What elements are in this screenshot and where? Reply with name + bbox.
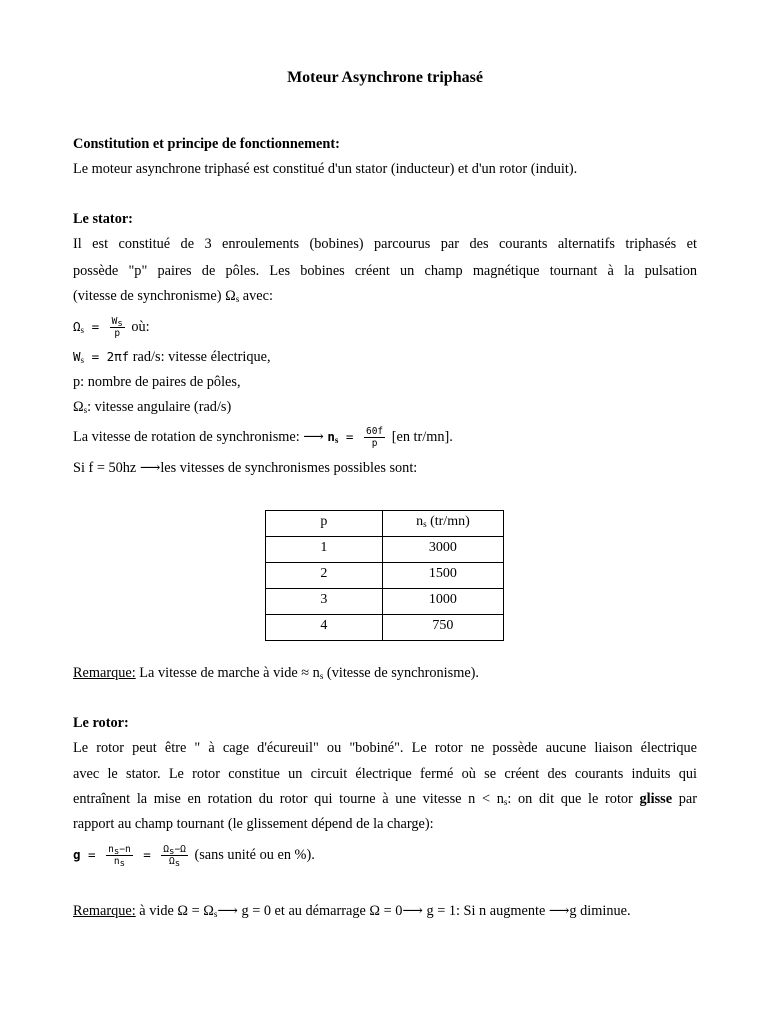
rotor-line-4: rapport au champ tournant (le glissement dépend de la charge): — [73, 816, 434, 832]
table-cell-ns: 1500 — [382, 563, 503, 589]
remark-1-end: (vitesse de synchronisme). — [323, 665, 479, 681]
table-header-row — [266, 511, 504, 537]
constitution-text: Le moteur asynchrone triphasé est constitué d'un stator (inducteur) et d'un rotor (induit). — [73, 161, 578, 177]
rotor-heading: Le rotor: — [73, 715, 129, 731]
def1-text: rad/s: vitesse électrique, — [129, 349, 271, 365]
formula-omega-s — [73, 314, 150, 340]
stator-line-3-sub: s — [235, 294, 240, 304]
g-num1: n — [108, 844, 114, 856]
stator-line-3-text: (vitesse de synchronisme) Ω — [73, 288, 236, 304]
table-row — [266, 589, 504, 615]
table-cell-p: 4 — [266, 615, 383, 641]
speed-end: [en tr/mn]. — [388, 429, 453, 445]
rotor-line-1: Le rotor peut être " à cage d'écureuil" ou "bobiné". Le rotor ne possède aucune liaison électrique — [73, 740, 697, 756]
g-den2-sub: s — [174, 859, 181, 870]
formula1-num — [110, 316, 125, 328]
remark-1-sub: s — [319, 671, 324, 681]
def3-sub: s — [83, 405, 88, 415]
formula1-eq: = — [84, 319, 107, 334]
speed-sym: n — [327, 429, 335, 444]
g-den1: n — [113, 856, 120, 868]
header-ns-sub: s — [423, 519, 427, 529]
slip-den-1 — [106, 856, 133, 870]
sync-speed-table — [265, 510, 504, 641]
rotor-line-3-sub: s — [503, 797, 508, 807]
document-title: Moteur Asynchrone triphasé — [287, 69, 483, 86]
formula1-num-sub: s — [117, 319, 123, 330]
rotor-line-3-a: entraînent la mise en rotation du rotor qui tourne à une vitesse n < n — [73, 791, 504, 807]
g-sym: g — [73, 847, 81, 862]
g-eq: = — [80, 847, 104, 862]
table-row — [266, 615, 504, 641]
remark-2 — [73, 902, 631, 920]
stator-heading: Le stator: — [73, 211, 133, 227]
g-num1-sub: s — [113, 847, 120, 858]
frequency-text: Si f = 50hz ⟶les vitesses de synchronismes possibles sont: — [73, 460, 418, 476]
def3-sym: Ω — [73, 399, 84, 415]
speed-eq: = — [338, 429, 361, 444]
formula1-lhs: Ω — [73, 319, 81, 334]
def3-text: : vitesse angulaire (rad/s) — [87, 399, 232, 415]
rotor-line-2: avec le stator. Le rotor constitue un circuit électrique fermé où se créent des courants induits qui — [73, 766, 697, 782]
formula1-num-sym: W — [111, 316, 118, 328]
def-pole-pairs: p: nombre de paires de pôles, — [73, 374, 241, 390]
g-num1-rest: −n — [119, 844, 131, 856]
g-num2-sub: s — [169, 847, 175, 858]
speed-den: p — [371, 438, 378, 450]
formula1-end: où: — [127, 319, 150, 335]
remark-2-text-b: ⟶ g = 0 et au démarrage Ω = 0⟶ g = 1: Si n augmente ⟶g diminue. — [217, 903, 631, 919]
table-cell-p: 2 — [266, 563, 383, 589]
remark-1-text: La vitesse de marche à vide ≈ n — [135, 665, 320, 681]
def1-sub: s — [80, 355, 85, 365]
def-angular-speed — [73, 398, 231, 416]
stator-line-3 — [73, 287, 273, 305]
def1-sym: W — [73, 349, 81, 364]
g-den1-sub: s — [119, 859, 125, 870]
slip-den-2 — [161, 856, 188, 870]
rotor-line-3 — [73, 790, 697, 808]
g-eq2: = — [135, 847, 159, 862]
remark-2-sub: s — [213, 909, 218, 919]
table-cell-ns: 750 — [382, 615, 503, 641]
header-ns-unit: (tr/mn) — [426, 514, 470, 529]
remark-1 — [73, 664, 479, 682]
speed-num: 60f — [365, 426, 384, 438]
g-num2-rest: −Ω — [174, 844, 186, 856]
sync-speed-formula — [73, 424, 453, 450]
section-heading-constitution: Constitution et principe de fonctionnement: — [73, 136, 340, 152]
remark-1-label: Remarque: — [73, 665, 136, 681]
g-den2: Ω — [169, 856, 175, 868]
remark-2-text-a: à vide Ω = Ω — [135, 903, 214, 919]
rotor-line-3-c: par — [672, 791, 697, 807]
slip-fraction-2 — [161, 844, 188, 870]
speed-fraction — [364, 426, 385, 449]
table-row — [266, 563, 504, 589]
table-cell-p: 3 — [266, 589, 383, 615]
rotor-line-3-b: : on dit que le rotor — [507, 791, 640, 807]
table-cell-ns: 1000 — [382, 589, 503, 615]
table-cell-ns: 3000 — [382, 537, 503, 563]
header-ns-sym: n — [416, 514, 424, 529]
formula1-lhs-sub: s — [80, 325, 85, 335]
table-cell-p: 1 — [266, 537, 383, 563]
def-electrical-speed — [73, 348, 271, 366]
g-end: (sans unité ou en %). — [190, 847, 315, 863]
formula1-den: p — [114, 328, 121, 340]
stator-line-2: possède "p" paires de pôles. Les bobines créent un champ magnétique tournant à la pulsation — [73, 263, 697, 279]
slip-num-2 — [161, 844, 188, 856]
g-num2: Ω — [163, 844, 170, 856]
slip-fraction-1 — [106, 844, 133, 870]
speed-sub: s — [334, 435, 339, 445]
rotor-glisse-bold: glisse — [639, 791, 673, 807]
table-header-ns — [382, 511, 503, 537]
formula1-fraction — [110, 316, 125, 339]
def1-eq: = 2πf — [84, 349, 130, 364]
remark-2-label: Remarque: — [73, 903, 136, 919]
table-header-p: p — [266, 511, 383, 537]
stator-line-3-end: avec: — [239, 288, 273, 304]
slip-formula — [73, 841, 315, 869]
stator-line-1: Il est constitué de 3 enroulements (bobines) parcourus par des courants alternatifs triphasés et — [73, 236, 697, 252]
table-row — [266, 537, 504, 563]
speed-text: La vitesse de rotation de synchronisme: ⟶ — [73, 429, 328, 445]
slip-num-1 — [106, 844, 133, 856]
